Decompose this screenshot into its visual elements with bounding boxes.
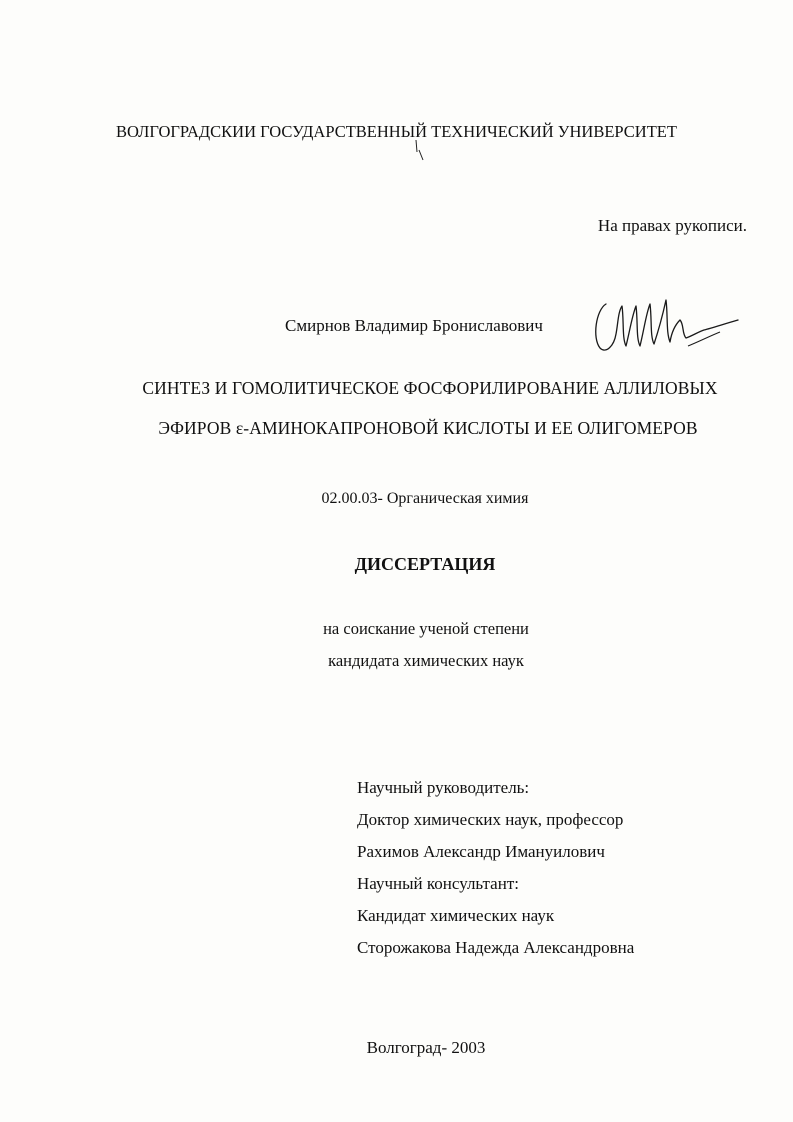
supervisor-heading: Научный руководитель: — [357, 778, 530, 797]
degree-line-2: кандидата химических наук — [328, 651, 524, 670]
document-type: ДИССЕРТАЦИЯ — [354, 554, 496, 574]
university-name: ВОЛГОГРАДСКИИ ГОСУДАРСТВЕННЫЙ ТЕХНИЧЕСКИЙ УНИВЕРСИТЕТ — [116, 122, 677, 141]
supervisor-name: Рахимов Александр Имануилович — [357, 842, 605, 861]
supervisors-block — [357, 778, 634, 970]
degree-line-1: на соискание ученой степени — [323, 619, 529, 638]
author-name: Смирнов Владимир Брониславович — [285, 316, 543, 335]
manuscript-rights-note: На правах рукописи. — [597, 216, 747, 235]
specialty-code: 02.00.03- Органическая химия — [321, 490, 529, 507]
author-signature — [588, 290, 748, 360]
consultant-name: Сторожакова Надежда Александровна — [357, 938, 635, 957]
dissertation-title-line-1: СИНТЕЗ И ГОМОЛИТИЧЕСКОЕ ФОСФОРИЛИРОВАНИЕ АЛЛИЛОВЫХ — [142, 378, 718, 398]
stray-pen-mark — [414, 138, 426, 162]
dissertation-title-line-2: ЭФИРОВ ε-АМИНОКАПРОНОВОЙ КИСЛОТЫ И ЕЕ ОЛИГОМЕРОВ — [158, 418, 698, 438]
consultant-degree: Кандидат химических наук — [357, 906, 555, 925]
consultant-heading: Научный консультант: — [357, 874, 519, 893]
city-and-year: Волгоград- 2003 — [366, 1038, 486, 1057]
supervisor-degree: Доктор химических наук, профессор — [357, 810, 624, 829]
